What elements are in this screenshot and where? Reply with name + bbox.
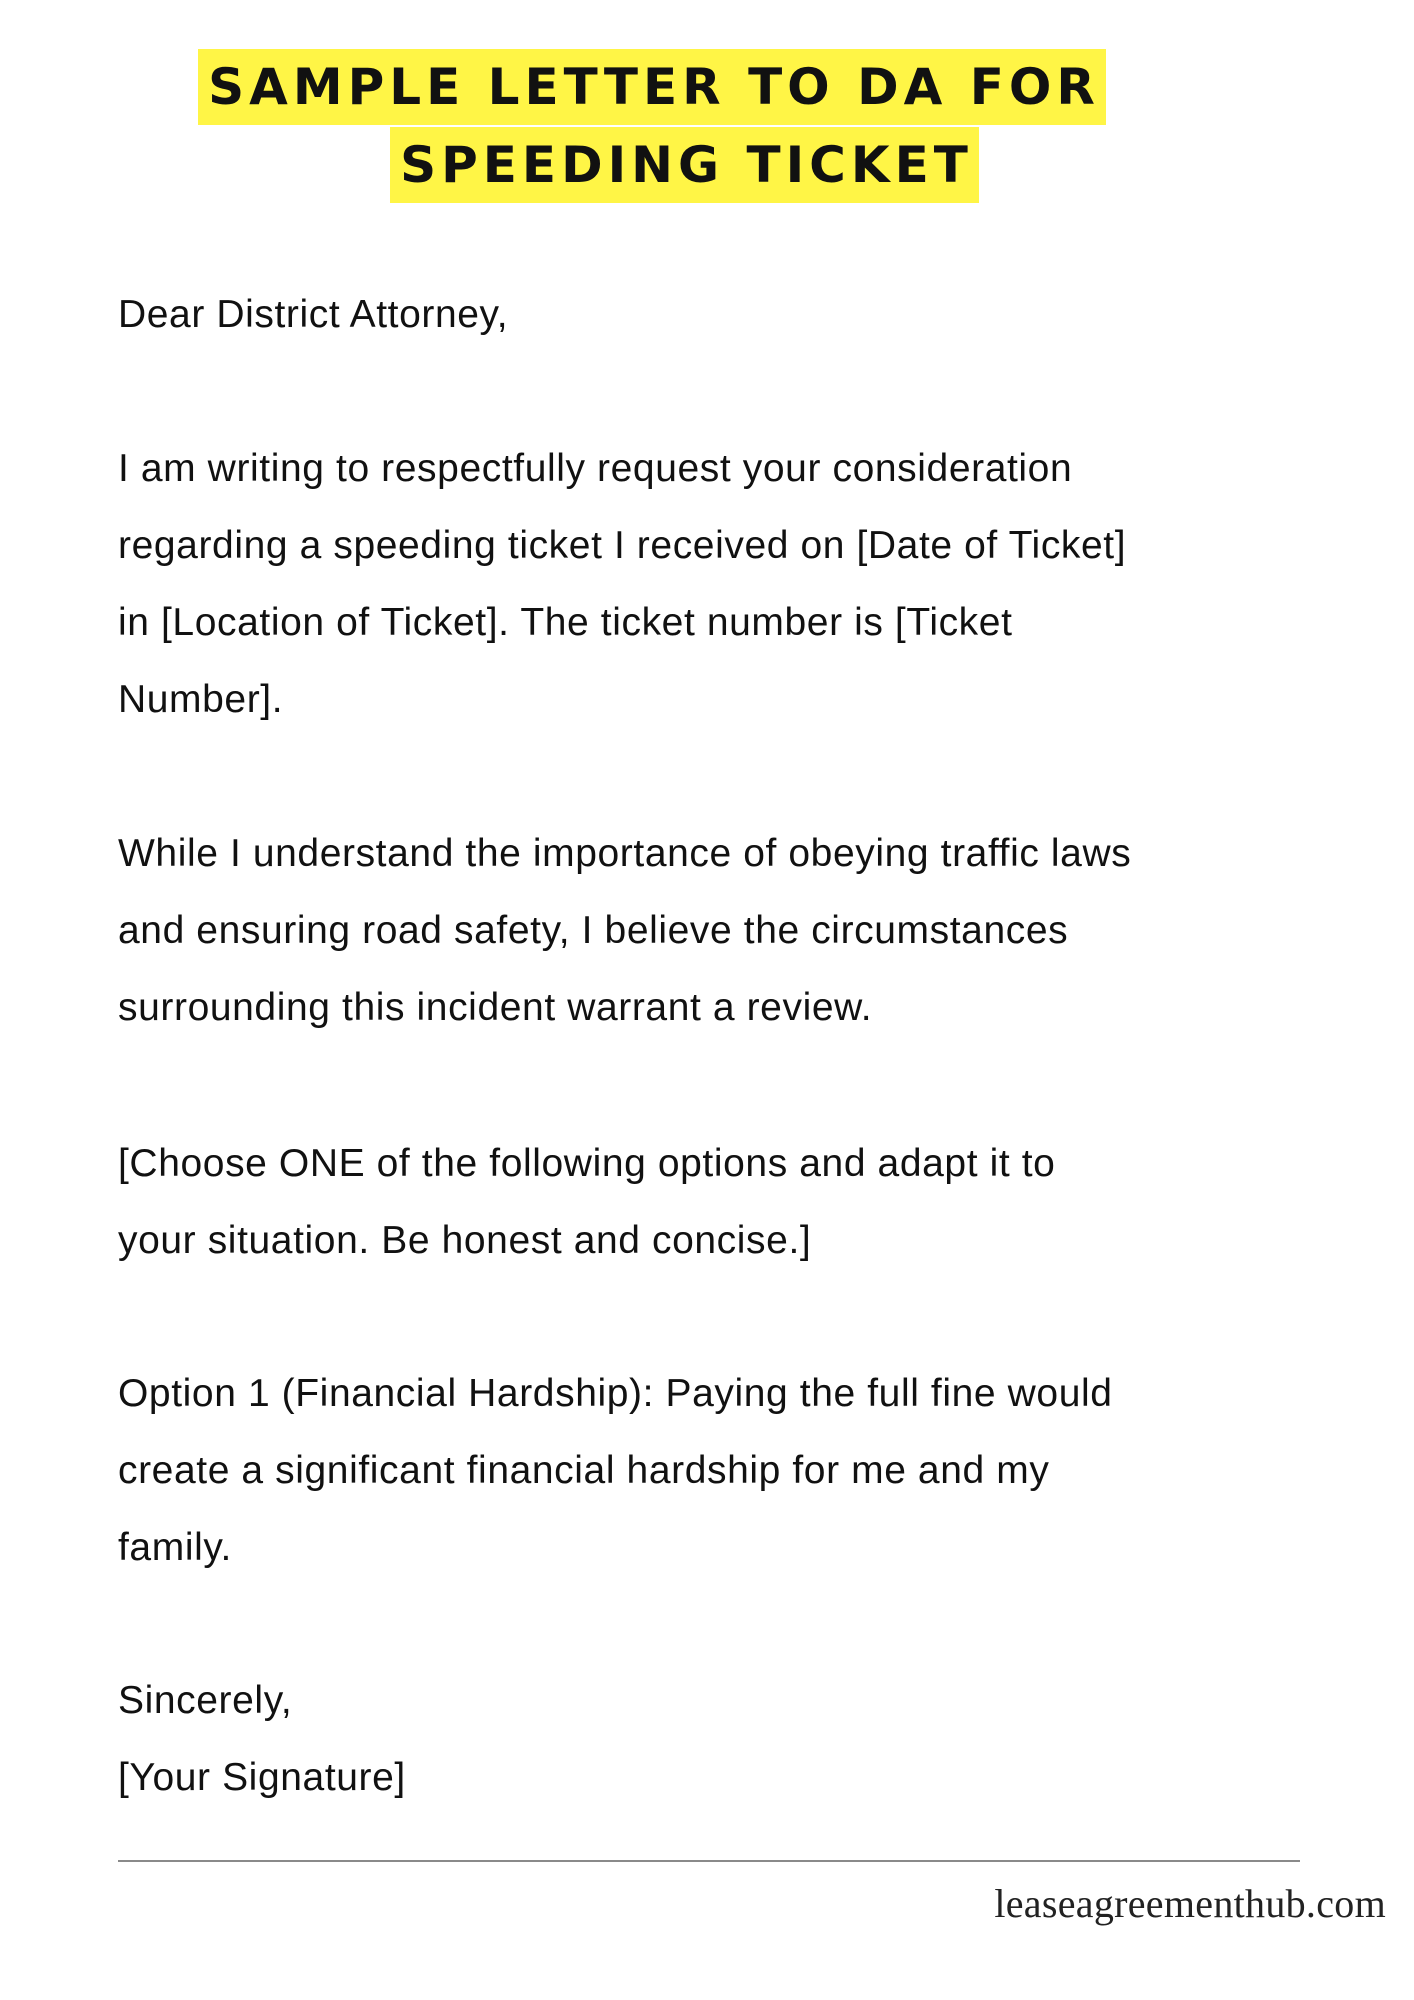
paragraph-instructions: [Choose ONE of the following options and adapt it to your situation. Be honest and concise.] <box>118 1142 1056 1262</box>
closing: Sincerely, <box>118 1679 293 1722</box>
footer-website: leaseagreementhub.com <box>994 1881 1386 1926</box>
paragraph-circumstances: While I understand the importance of obeying traffic laws and ensuring road safety, I believe the circumstances surrounding this incident warrant a review. <box>118 832 1132 1029</box>
title-line-2: SPEEDING TICKET <box>390 127 979 203</box>
paragraph-option-1: Option 1 (Financial Hardship): Paying the full fine would create a significant financial hardship for me and my family. <box>118 1372 1113 1569</box>
salutation: Dear District Attorney, <box>118 293 509 336</box>
footer-divider <box>118 1860 1300 1862</box>
signature-placeholder: [Your Signature] <box>118 1756 406 1799</box>
page-title <box>0 48 1414 204</box>
paragraph-request: I am writing to respectfully request your consideration regarding a speeding ticket I received on [Date of Ticket] in [Location of Ticket]. The ticket number is [Ticket Number]. <box>118 447 1127 721</box>
title-line-1: SAMPLE LETTER TO DA FOR <box>198 49 1106 125</box>
